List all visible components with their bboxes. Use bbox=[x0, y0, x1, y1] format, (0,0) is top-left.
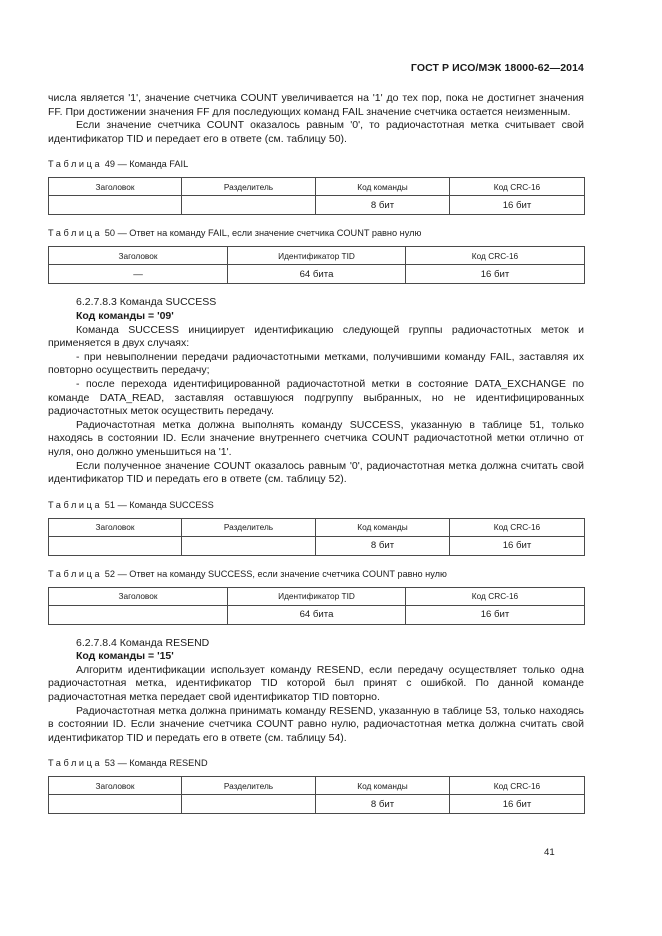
table-cell bbox=[182, 795, 316, 814]
paragraph: Радиочастотная метка должна выполнять команду SUCCESS, указанную в таблице 51, только находясь в состоянии ID. Если значение внутреннего счетчика COUNT радиочастотной метки отлично от нуля, оно должно уменьшиться на '1'. bbox=[48, 418, 584, 458]
header-cell: Разделитель bbox=[182, 518, 316, 536]
header-cell: Код CRC-16 bbox=[450, 518, 585, 536]
header-cell: Код CRC-16 bbox=[406, 587, 585, 605]
table-row bbox=[49, 536, 585, 555]
table-header-row bbox=[49, 247, 585, 265]
table-cell bbox=[49, 795, 182, 814]
header-cell: Идентификатор TID bbox=[228, 587, 406, 605]
paragraph: Если значение счетчика COUNT оказалось равным '0', то радиочастотная метка считывает свой идентификатор TID и передает его в ответе (см. таблицу 50). bbox=[48, 119, 584, 145]
table-53 bbox=[48, 776, 585, 814]
section-title: 6.2.7.8.4 Команда RESEND bbox=[76, 636, 210, 649]
header-cell: Код команды bbox=[316, 178, 450, 196]
table-cell: 8 бит bbox=[316, 196, 450, 215]
header-cell: Код команды bbox=[316, 777, 450, 795]
header-cell: Заголовок bbox=[49, 247, 228, 265]
table-caption-text: 52 — Ответ на команду SUCCESS, если значение счетчика COUNT равно нулю bbox=[104, 568, 447, 579]
command-code: Код команды = '15' bbox=[76, 650, 174, 663]
table-52-caption bbox=[48, 568, 584, 580]
page-number: 41 bbox=[544, 847, 555, 858]
table-cell: 16 бит bbox=[450, 536, 585, 555]
table-cell: 64 бита bbox=[228, 605, 406, 624]
table-row bbox=[49, 795, 585, 814]
table-49 bbox=[48, 177, 585, 215]
table-cell: 16 бит bbox=[450, 196, 585, 215]
header-cell: Идентификатор TID bbox=[228, 247, 406, 265]
standard-header: ГОСТ Р ИСО/МЭК 18000-62—2014 bbox=[410, 62, 584, 74]
table-row bbox=[49, 605, 585, 624]
table-header-row bbox=[49, 777, 585, 795]
paragraph: числа является '1', значение счетчика COUNT увеличивается на '1' до тех пор, пока не достигнет значения FF. При достижении значения FF для последующих команд FAIL значение счетчика остается неизменным. bbox=[48, 92, 584, 118]
table-cell bbox=[182, 536, 316, 555]
table-50-caption bbox=[48, 227, 584, 239]
table-header-row bbox=[49, 178, 585, 196]
table-caption-text: 51 — Команда SUCCESS bbox=[104, 499, 214, 510]
table-caption-text: 50 — Ответ на команду FAIL, если значение счетчика COUNT равно нулю bbox=[104, 228, 422, 239]
table-caption-prefix: Таблица bbox=[48, 228, 103, 239]
table-50 bbox=[48, 246, 585, 284]
table-cell: 64 бита bbox=[228, 265, 406, 284]
table-51-caption bbox=[48, 499, 584, 511]
table-49-caption bbox=[48, 158, 584, 170]
table-cell bbox=[49, 605, 228, 624]
table-caption-prefix: Таблица bbox=[48, 758, 103, 769]
paragraph: Команда SUCCESS инициирует идентификацию следующей группы радиочастотных меток и применяется в двух случаях: bbox=[48, 323, 584, 350]
table-51 bbox=[48, 518, 585, 556]
header-cell: Код CRC-16 bbox=[406, 247, 585, 265]
table-52 bbox=[48, 587, 585, 625]
table-cell bbox=[49, 536, 182, 555]
list-item: - после перехода идентифицированной радиочастотной метки в состояние DATA_EXCHANGE по команде DATA_READ, заставляя оставшуюся подгруппу выбранных, но не идентифицированных радиочастотных меток осуществить передачу. bbox=[48, 377, 584, 418]
paragraph: Если полученное значение COUNT оказалось равным '0', радиочастотная метка должна считать свой идентификатор TID и передать его в ответе (см. таблицу 52). bbox=[48, 459, 584, 486]
paragraph: Алгоритм идентификации использует команду RESEND, если передачу осуществляет только одна радиочастотная метка, идентификатор TID которой был принят с ошибкой. По данной команде радиочастотная метка передает свой идентификатор TID повторно. bbox=[48, 663, 584, 704]
header-cell: Заголовок bbox=[49, 518, 182, 536]
table-cell: 8 бит bbox=[316, 795, 450, 814]
page-content bbox=[48, 92, 584, 814]
table-row bbox=[49, 265, 585, 284]
table-caption-prefix: Таблица bbox=[48, 568, 103, 579]
table-cell: 16 бит bbox=[406, 605, 585, 624]
table-cell: 16 бит bbox=[450, 795, 585, 814]
table-caption-prefix: Таблица bbox=[48, 159, 103, 170]
header-cell: Код CRC-16 bbox=[450, 178, 585, 196]
table-header-row bbox=[49, 587, 585, 605]
table-caption-text: 53 — Команда RESEND bbox=[104, 758, 208, 769]
section-title: 6.2.7.8.3 Команда SUCCESS bbox=[76, 296, 217, 309]
table-53-caption bbox=[48, 757, 584, 769]
table-cell bbox=[182, 196, 316, 215]
header-cell: Код CRC-16 bbox=[450, 777, 585, 795]
table-cell: 16 бит bbox=[406, 265, 585, 284]
header-cell: Заголовок bbox=[49, 178, 182, 196]
table-header-row bbox=[49, 518, 585, 536]
header-cell: Разделитель bbox=[182, 178, 316, 196]
table-cell: — bbox=[49, 265, 228, 284]
command-code: Код команды = '09' bbox=[76, 309, 174, 322]
table-cell: 8 бит bbox=[316, 536, 450, 555]
table-caption-prefix: Таблица bbox=[48, 499, 103, 510]
header-cell: Разделитель bbox=[182, 777, 316, 795]
header-cell: Заголовок bbox=[49, 777, 182, 795]
header-cell: Заголовок bbox=[49, 587, 228, 605]
header-cell: Код команды bbox=[316, 518, 450, 536]
table-caption-text: 49 — Команда FAIL bbox=[104, 159, 189, 170]
table-cell bbox=[49, 196, 182, 215]
table-row bbox=[49, 196, 585, 215]
paragraph: Радиочастотная метка должна принимать команду RESEND, указанную в таблице 53, только находясь в состоянии ID. Если значение счетчика COUNT равно нулю, радиочастотная метка должна считать свой идентификатор TID и передать его в ответе (см. таблицу 54). bbox=[48, 704, 584, 744]
list-item: - при невыполнении передачи радиочастотными метками, получившими команду FAIL, заставляя их повторно осуществить передачу; bbox=[48, 350, 584, 377]
